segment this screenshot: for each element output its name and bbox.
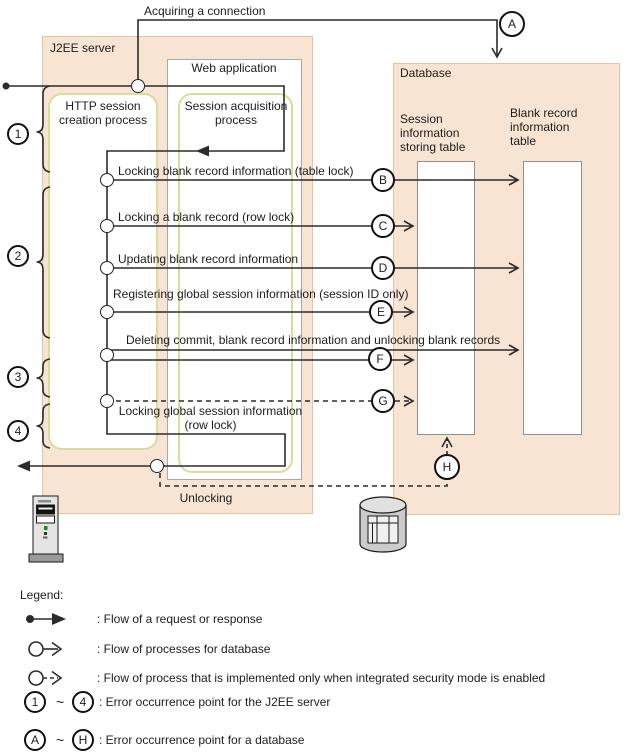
error-marker-4: [7, 420, 29, 442]
error-point-a-label: A: [507, 17, 516, 31]
right-open-arrow-icon: [52, 643, 61, 656]
legend-dashed-flow-circle: [29, 671, 43, 685]
flow-label-d: Updating blank record information: [118, 252, 299, 266]
error-marker-1-label: 1: [14, 127, 22, 141]
error-point-e: [369, 300, 393, 324]
legend-filled-arrow-icon: [52, 613, 66, 625]
error-point-e-label: E: [376, 305, 385, 319]
legend-item-db-error: : Error occurrence point for a database: [99, 733, 305, 747]
connector-node: [100, 261, 114, 275]
legend-marker-4: [72, 691, 94, 713]
blank-record-table-label: Blank record information table: [510, 106, 578, 148]
database-label: Database: [400, 66, 452, 80]
legend-marker-1: [24, 691, 46, 713]
legend-marker-1-label: 1: [31, 695, 39, 709]
connector-node: [100, 219, 114, 233]
error-point-b: [371, 168, 395, 192]
connector-node: [100, 348, 114, 362]
legend-marker-a-label: A: [30, 733, 39, 747]
error-point-c-label: C: [378, 219, 388, 233]
legend-marker-4-label: 4: [79, 695, 87, 709]
error-point-d: [371, 256, 395, 280]
legend-marker-a: [24, 729, 46, 751]
connector-node: [131, 79, 145, 93]
error-point-g-label: G: [378, 394, 388, 408]
legend-title: Legend:: [20, 588, 64, 602]
web-application-label: Web application: [191, 61, 277, 75]
j2ee-server-label: J2EE server: [50, 41, 116, 55]
flow-label-c: Locking a blank record (row lock): [118, 210, 295, 224]
legend-marker-h-label: H: [78, 733, 88, 747]
legend-item-dashed-flow: : Flow of process that is implemented only when integrated security mode is enabled: [97, 671, 546, 685]
legend-tilde: ~: [56, 694, 65, 710]
legend-marker-h: [72, 729, 94, 751]
error-marker-3-label: 3: [14, 370, 22, 384]
legend-item-request: : Flow of a request or response: [97, 612, 263, 626]
flow-label-f: Deleting commit, blank record information and unlocking blank records: [126, 333, 501, 347]
legend-tilde: ~: [56, 732, 65, 748]
error-point-b-label: B: [378, 173, 387, 187]
error-marker-3: [7, 366, 29, 388]
legend-item-db-flow: : Flow of processes for database: [97, 642, 271, 656]
error-marker-1: [7, 123, 29, 145]
error-point-f: [368, 347, 392, 371]
error-marker-2: [7, 245, 29, 267]
flow-label-g: Locking global session information (row lock): [118, 404, 303, 432]
error-marker-4-label: 4: [14, 424, 22, 438]
error-point-g: [371, 389, 395, 413]
down-open-arrow-icon: [492, 48, 502, 57]
connector-node: [100, 305, 114, 319]
error-point-a: [499, 11, 525, 37]
session-table: [417, 161, 475, 435]
unlocking-label: Unlocking: [179, 491, 233, 505]
error-marker-2-label: 2: [14, 249, 22, 263]
request-origin-dot: [3, 83, 10, 90]
legend-request-dot: [26, 615, 34, 623]
legend-db-flow-circle: [29, 642, 43, 656]
blank-record-table: [523, 161, 582, 435]
session-table-label: Session information storing table: [400, 112, 466, 154]
error-point-d-label: D: [378, 261, 388, 275]
flow-label-b: Locking blank record information (table lock): [118, 164, 354, 178]
right-open-arrow-icon: [52, 672, 61, 685]
error-point-h: [434, 454, 460, 480]
legend-item-server-error: : Error occurrence point for the J2EE server: [99, 695, 331, 709]
error-point-h-label: H: [442, 460, 452, 474]
error-point-c: [371, 214, 395, 238]
session-acquisition-process-label: Session acquisition process: [184, 99, 288, 127]
error-point-f-label: F: [376, 352, 384, 366]
connector-node: [100, 173, 114, 187]
connector-node: [150, 459, 164, 473]
top-flow-label: Acquiring a connection: [144, 4, 266, 18]
http-session-process-label: HTTP session creation process: [58, 99, 148, 127]
flow-label-e: Registering global session information (session ID only): [113, 287, 409, 301]
response-arrow-icon: [17, 461, 30, 472]
